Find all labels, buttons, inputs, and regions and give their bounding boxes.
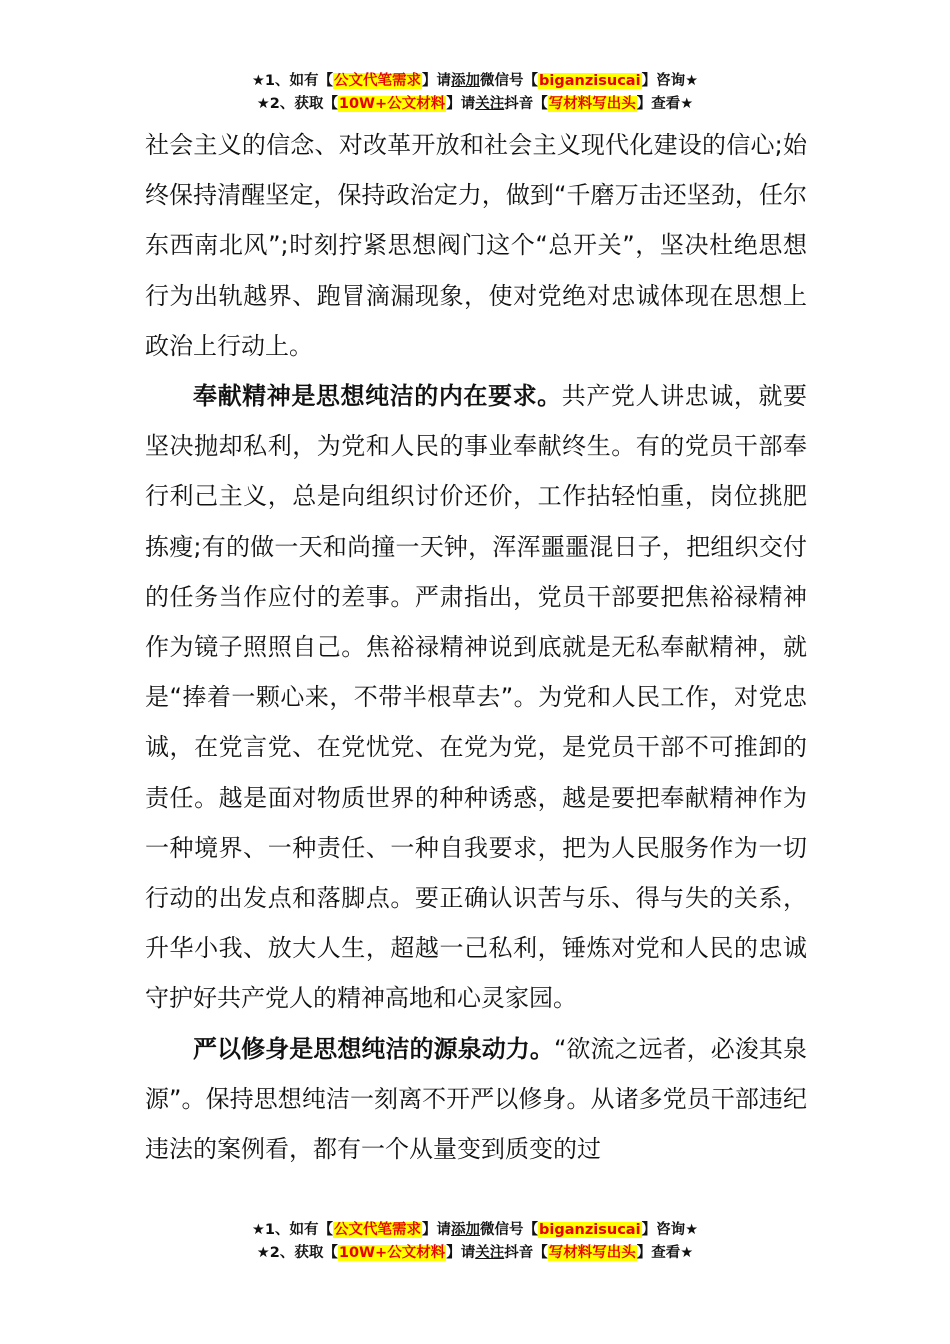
banner-underlined-text: 关注: [475, 1245, 505, 1261]
paragraph-dedication: [145, 371, 807, 1024]
header-banner-line-1: [0, 70, 950, 93]
banner-text: 】请: [422, 73, 452, 89]
banner-text: 】咨询★: [641, 73, 699, 89]
banner-text: 】请: [446, 1245, 476, 1261]
paragraph-self-cultivation: [145, 1024, 807, 1175]
banner-underlined-text: 添加: [451, 1222, 481, 1238]
banner-text: 】查看★: [636, 1245, 694, 1261]
banner-highlight: 公文代笔需求: [334, 1222, 422, 1238]
header-banner: [0, 70, 950, 116]
footer-banner: [0, 1219, 950, 1265]
banner-highlight: 10W+公文材料: [338, 1245, 446, 1261]
header-banner-line-2: [0, 93, 950, 116]
banner-text: ★2、获取【: [256, 96, 338, 112]
banner-underlined-text: 关注: [475, 96, 505, 112]
banner-text: 】请: [422, 1222, 452, 1238]
banner-text: ★1、如有【: [251, 1222, 334, 1238]
banner-text: 】查看★: [636, 96, 694, 112]
footer-banner-line-2: [0, 1242, 950, 1265]
paragraph-lead-heading: 严以修身是思想纯洁的源泉动力。: [193, 1034, 554, 1063]
banner-text: ★1、如有【: [251, 73, 334, 89]
paragraph-text: 共产党人讲忠诚，就要坚决抛却私利，为党和人民的事业奉献终生。有的党员干部奉行利己主义，总是向组织讨价还价，工作拈轻怕重，岗位挑肥拣瘦;有的做一天和尚撞一天钟，浑浑噩噩混日子，把组织交付的任务当作应付的差事。严肃指出，党员干部要把焦裕禄精神作为镜子照照自己。焦裕禄精神说到底就是无私奉献精神，就是“捧着一颗心来，不带半根草去”。为党和人民工作，对党忠诚，在党言党、在党忧党、在党为党，是党员干部不可推卸的责任。越是面对物质世界的种种诱惑，越是要把奉献精神作为一种境界、一种责任、一种自我要求，把为人民服务作为一切行动的出发点和落脚点。要正确认识苦与乐、得与失的关系，升华小我、放大人生，超越一己私利，锤炼对党和人民的忠诚守护好共产党人的精神高地和心灵家园。: [145, 382, 807, 1013]
banner-highlight-wechat-id: biganzisucai: [539, 1222, 641, 1238]
banner-text: 抖音【: [504, 1245, 548, 1261]
paragraph-continued: 社会主义的信念、对改革开放和社会主义现代化建设的信心;始终保持清醒坚定，保持政治定力，做到“千磨万击还坚劲，任尔东西南北风”;时刻拧紧思想阀门这个“总开关”，坚决杜绝思想行为出轨越界、跑冒滴漏现象，使对党绝对忠诚体现在思想上政治上行动上。: [145, 131, 807, 360]
banner-highlight-douyin-account: 写材料写出头: [548, 96, 636, 112]
banner-highlight: 公文代笔需求: [334, 73, 422, 89]
banner-text: 】咨询★: [641, 1222, 699, 1238]
banner-text: 抖音【: [504, 96, 548, 112]
banner-text: ★2、获取【: [256, 1245, 338, 1261]
banner-text: 微信号【: [480, 1222, 539, 1238]
banner-highlight-douyin-account: 写材料写出头: [548, 1245, 636, 1261]
banner-highlight-wechat-id: biganzisucai: [539, 73, 641, 89]
paragraph-text: “欲流之远者，必浚其泉源”。保持思想纯洁一刻离不开严以修身。从诸多党员干部违纪违法的案例看，都有一个从量变到质变的过: [145, 1034, 807, 1164]
banner-highlight: 10W+公文材料: [338, 96, 446, 112]
document-body: [145, 120, 807, 1174]
banner-text: 微信号【: [480, 73, 539, 89]
banner-text: 】请: [446, 96, 476, 112]
footer-banner-line-1: [0, 1219, 950, 1242]
paragraph-lead-heading: 奉献精神是思想纯洁的内在要求。: [193, 382, 562, 411]
banner-underlined-text: 添加: [451, 73, 481, 89]
